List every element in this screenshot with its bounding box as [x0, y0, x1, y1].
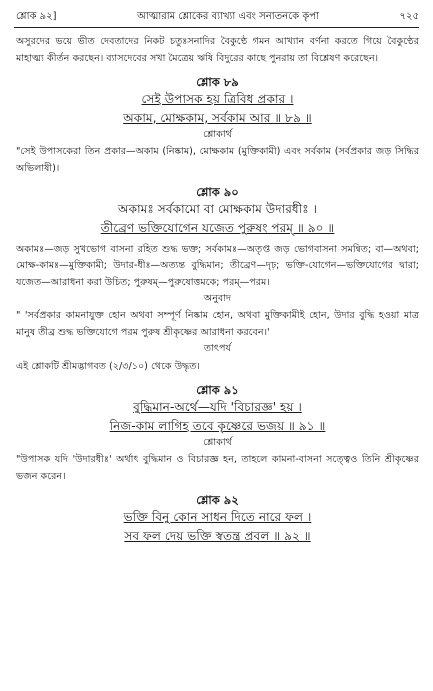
header-title: আত্মারাম শ্লোকের ব্যাখ্যা এবং সনাতনকে কৃপা	[137, 11, 319, 22]
verse-90-line-1: অকামঃ সর্বকামো বা মোক্ষকাম উদারধীঃ ।	[118, 202, 317, 216]
verse-90-text	[16, 200, 419, 237]
verse-89-translation-label: শ্লোকার্থ	[203, 129, 232, 140]
intro-paragraph: অসুরদের ভয়ে ভীত দেবতাদের নিকট চতুঃসনাদির বৈকুণ্ঠে গমন আখ্যান বর্ণনা করতে গিয়ে বৈকুণ্ঠের মাহাত্ম্য কীর্তন করছেন। ব্যাসদেবের সখা মৈত্রেয় ঋষি বিদুরের কাছে পুনরায় তা বিশ্লেষণ করেছেন।	[16, 36, 419, 64]
verse-90-line-2: তীব্রেণ ভক্তিযোগেন যজেত পুরুষং পরম্ ॥ ৯০ ॥	[100, 220, 335, 235]
verse-90-purport-label: তাৎপর্য	[203, 343, 232, 355]
verse-89-translation: "সেই উপাসকেরা তিন প্রকার—অকাম (নিষ্কাম), মোক্ষকাম (মুক্তিকামী) এবং সর্বকাম (সর্বপ্রকার জড় সিদ্ধির অভিলাষী)।	[16, 146, 419, 174]
verse-89-heading: শ্লোক ৮৯	[196, 75, 239, 89]
verse-91-line-1: বুদ্ধিমান-অর্থে—যদি 'বিচারজ্ঞ' হয় ।	[133, 400, 302, 415]
verse-91-translation: "উপাসক যদি 'উদারধীঃ' অর্থাৎ বুদ্ধিমান ও বিচারজ্ঞ হন, তাহলে কামনা-বাসনা সত্ত্বেও তিনি শ্রীকৃষ্ণের ভজন করেন।	[16, 454, 419, 482]
verse-90-purport: এই শ্লোকটি শ্রীমদ্ভাগবত (২/৩/১০) থেকে উদ্ধৃত।	[16, 361, 200, 373]
page-number: ৭২৫	[399, 11, 419, 22]
verse-91-line-2: নিজ-কাম লাগিহ তবে কৃষ্ণেরে ভজয় ॥ ৯১ ॥	[109, 418, 326, 433]
running-header	[16, 10, 419, 24]
verse-89-line-1: সেই উপাসক হয় ত্রিবিধ প্রকার ।	[141, 92, 294, 106]
verse-91-text	[16, 398, 419, 435]
header-verse-ref: শ্লোক ৯২]	[16, 11, 57, 22]
verse-92-line-1: ভক্তি বিনু কোন সাধন দিতে নারে ফল ।	[123, 510, 312, 525]
verse-91-heading: শ্লোক ৯১	[196, 383, 239, 398]
verse-92-heading: শ্লোক ৯২	[196, 493, 239, 508]
verse-90-heading: শ্লোক ৯০	[196, 185, 239, 199]
verse-92-text	[16, 508, 419, 545]
verse-92-line-2: সব ফল দেয় ভক্তি স্বতন্ত্র প্রবল ॥ ৯২ ॥	[124, 528, 311, 543]
verse-90-translation: " 'সর্বপ্রকার কামনাযুক্ত হোন অথবা সম্পূর্ণ নিষ্কাম হোন, অথবা মুক্তিকামীই হোন, উদার বুদ্ধি হওয়া মাত্র মানুষ তীব্র শুদ্ধ ভক্তিযোগে পরম পুরুষ শ্রীকৃষ্ণের আরাধনা করবেন।'	[16, 310, 419, 338]
verse-91-translation-label: শ্লোকার্থ	[203, 437, 232, 449]
verse-89-text	[16, 90, 419, 127]
verse-90-translation-label: অনুবাদ	[203, 293, 232, 305]
verse-89-line-2: অকাম, মোক্ষকাম, সর্বকাম আর ॥ ৮৯ ॥	[123, 110, 312, 125]
verse-90-synonyms: অকামঃ—জড় সুখভোগ বাসনা রহিত শুদ্ধ ভক্ত; সর্বকামঃ—অতৃপ্ত জড় ভোগবাসনা সমন্বিত; বা—অথবা; মোক্ষ-কামঃ—মুক্তিকামী; উদার-ধীঃ—অত্যন্ত বুদ্ধিমান; তীব্রেণ—দৃঢ়; ভক্তি-যোগেন—ভক্তিযোগের দ্বারা; যজেত—আরাধনা করা উচিত; পুরুষম্—পুরুষোত্তমকে; পরম্—পরম।	[16, 244, 419, 288]
header-rule	[14, 27, 419, 28]
